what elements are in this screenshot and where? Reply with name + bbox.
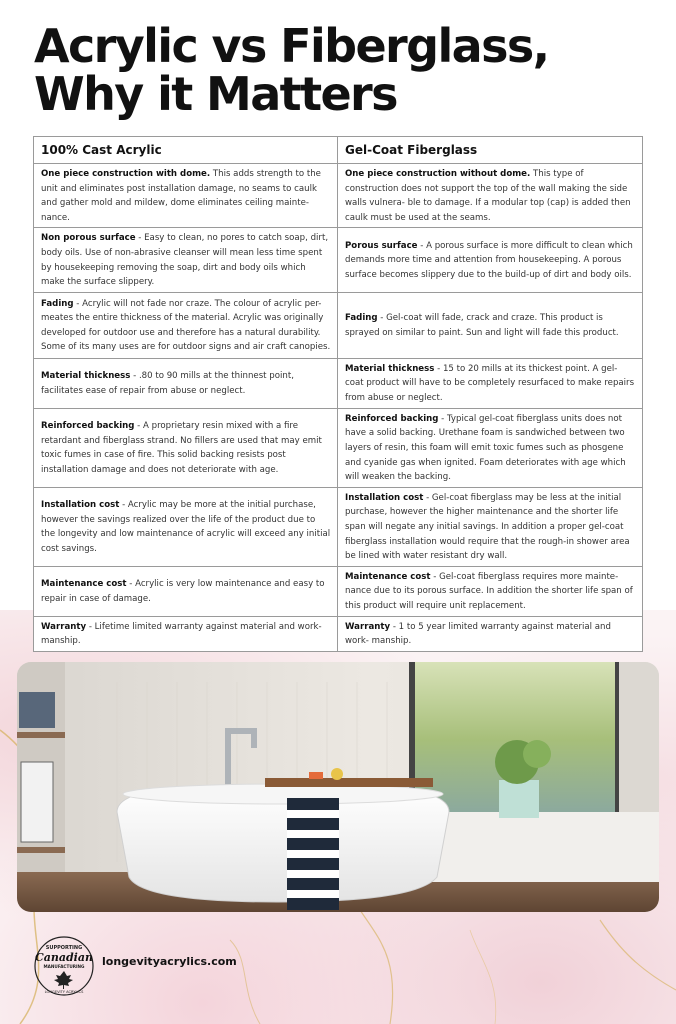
fiberglass-cell	[338, 292, 643, 358]
svg-text:MANUFACTURING: MANUFACTURING	[43, 964, 85, 969]
cell-text: - Lifetime limited warranty against material and work- manship.	[41, 621, 322, 647]
cell-label: Maintenance cost	[41, 579, 127, 590]
bathroom-photo	[17, 662, 659, 912]
cell-text: - Gel-coat will fade, crack and craze. This product is sprayed on similar to paint. Sun and light will fade this product.	[345, 313, 619, 338]
cell-text: - Gel-coat fiberglass requires more mainte- nance due to its porous surface. In addition the shorter life span of this product will require unit replacement.	[345, 571, 633, 612]
acrylic-cell	[34, 408, 338, 487]
table-row	[34, 566, 643, 616]
cell-text: - 1 to 5 year limited warranty against material and work- manship.	[345, 621, 611, 647]
cell-text: - .80 to 90 mills at the thinnest point, facilitates ease of repair from abuse or neglect.	[41, 371, 294, 396]
fiberglass-cell	[338, 228, 643, 292]
cell-label: Porous surface	[345, 240, 418, 251]
header-acrylic: 100% Cast Acrylic	[34, 137, 338, 164]
cell-label: Warranty	[345, 621, 391, 632]
website-link[interactable]: longevityacrylics.com	[102, 955, 237, 968]
table-row	[34, 616, 643, 651]
acrylic-cell	[34, 228, 338, 292]
cell-label: Reinforced backing	[345, 413, 439, 424]
acrylic-cell	[34, 292, 338, 358]
acrylic-cell	[34, 616, 338, 651]
acrylic-cell	[34, 358, 338, 408]
table-row	[34, 487, 643, 566]
svg-text:SUPPORTING: SUPPORTING	[45, 945, 83, 951]
cell-text: - A proprietary resin mixed with a fire retardant and fiberglass strand. No fillers are used that may emit toxic fumes in case of fire. This solid backing resists post installation damage and does not deteriorate with age.	[41, 421, 322, 475]
fiberglass-cell	[338, 408, 643, 487]
cell-label: Non porous surface	[41, 233, 136, 244]
supporting-canadian-manufacturing-logo	[33, 935, 95, 997]
cell-label: One piece construction without dome.	[345, 169, 531, 179]
cell-label: Fading	[345, 313, 378, 324]
page-title	[34, 19, 549, 121]
fiberglass-cell	[338, 487, 643, 566]
acrylic-cell	[34, 487, 338, 566]
table-header-row	[34, 137, 643, 164]
fiberglass-cell	[338, 616, 643, 651]
cell-text: - Acrylic is very low maintenance and easy to repair in case of damage.	[41, 579, 325, 604]
table-row	[34, 358, 643, 408]
cell-label: Maintenance cost	[345, 571, 431, 582]
acrylic-cell	[34, 164, 338, 228]
table-row	[34, 408, 643, 487]
cell-text: - 15 to 20 mills at its thickest point. A gel-coat product will have to be completely resurfaced to make repairs from abuse or neglect.	[345, 363, 635, 404]
title-line-1: Acrylic vs Fiberglass,	[34, 19, 549, 73]
cell-text: This adds strength to the unit and eliminates post installation damage, no seams to caulk and gather mold and mildew, dome eliminates ceiling mainte- nance.	[41, 169, 321, 223]
fiberglass-cell	[338, 358, 643, 408]
cell-text: - Acrylic may be more at the initial purchase, however the savings realized over the life of the product due to the longevity and low maintenance of acrylic will exceed any initial cost savings.	[41, 500, 331, 554]
fiberglass-cell	[338, 566, 643, 616]
cell-label: Material thickness	[345, 363, 435, 374]
comparison-table	[33, 136, 643, 652]
cell-text: - Acrylic will not fade nor craze. The colour of acrylic per- meates the entire thickness of the material. Acrylic was originally developed for outdoor use and therefore has a natural durability. Some of its many uses are for outdoor signs and air craft canopies.	[41, 298, 331, 353]
cell-text: - A porous surface is more difficult to clean which demands more time and attention from housekeeping. A porous surface becomes slippery due to the build-up of dirt and body oils.	[345, 240, 633, 280]
bathroom-illustration	[17, 662, 659, 912]
cell-label: One piece construction with dome.	[41, 169, 211, 179]
svg-text:LONGEVITY ACRYLICS: LONGEVITY ACRYLICS	[44, 990, 84, 994]
cell-label: Material thickness	[41, 371, 131, 382]
title-line-2: Why it Matters	[34, 67, 397, 121]
cell-label: Reinforced backing	[41, 421, 135, 432]
table-row	[34, 292, 643, 358]
cell-label: Installation cost	[345, 492, 424, 503]
cell-text: - Gel-coat fiberglass may be less at the initial purchase, however the higher maintenance and the shorter life span will negate any initial savings. In addition a proper gel-coat fiberglass installation would require that the rough-in shower area be lined with water resistant dry wall.	[345, 492, 630, 562]
svg-text:Canadian: Canadian	[34, 951, 94, 964]
acrylic-cell	[34, 566, 338, 616]
fiberglass-cell	[338, 164, 643, 228]
cell-text: - Easy to clean, no pores to catch soap, dirt, body oils. Use of non-abrasive cleanser will mean less time spent by housekeeping removing the soap, dirt and body oils which make the surface slippery.	[41, 233, 329, 288]
cell-text: - Typical gel-coat fiberglass units does not have a solid backing. Urethane foam is sandwiched between two layers of resin, this foam will emit toxic fumes such as phosgene and cyanide gas when ignited. Foam deteriorates with age which will weaken the backing.	[345, 413, 626, 483]
cell-label: Installation cost	[41, 500, 120, 511]
table-row	[34, 164, 643, 228]
header-fiberglass: Gel-Coat Fiberglass	[338, 137, 643, 164]
cell-label: Fading	[41, 298, 74, 309]
cell-text: This type of construction does not support the top of the wall making the side walls vulnera- ble to damage. If a modular top (cap) is added then caulk must be used at the seams.	[345, 169, 631, 223]
table-row	[34, 228, 643, 292]
cell-label: Warranty	[41, 621, 87, 632]
